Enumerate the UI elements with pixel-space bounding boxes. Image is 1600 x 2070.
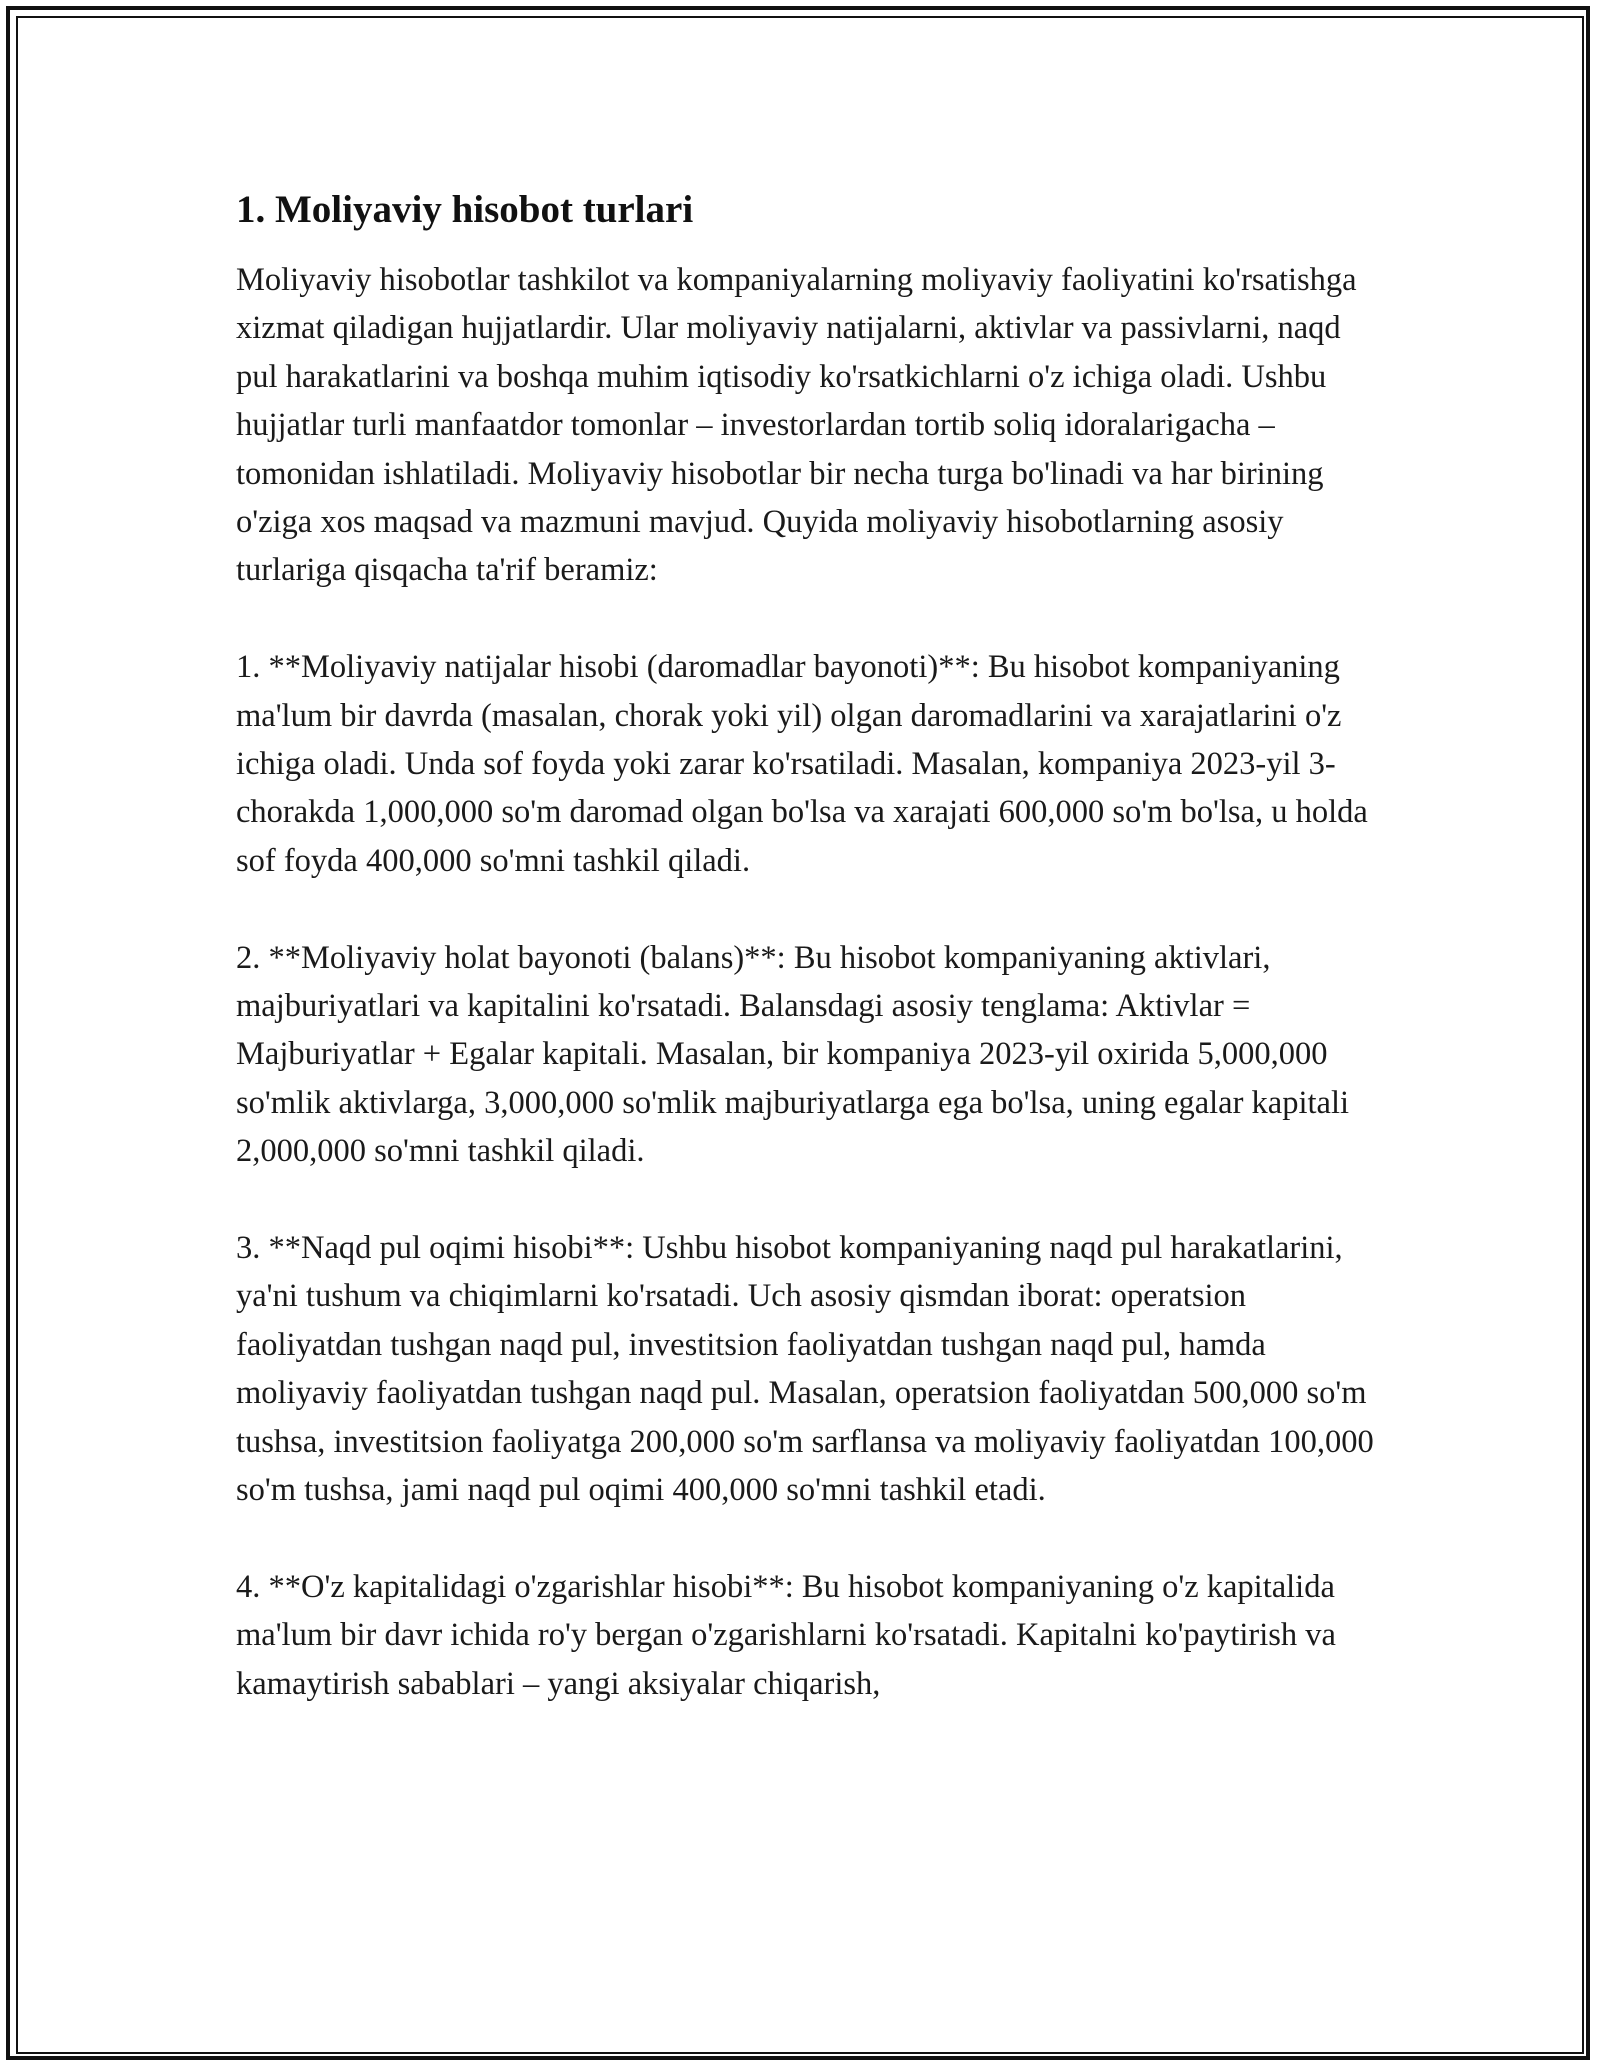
- section-heading: 1. Moliyaviy hisobot turlari: [236, 188, 694, 231]
- list-item-balance-sheet: 2. **Moliyaviy holat bayonoti (balans)**: Bu hisobot kompaniyaning aktivlari, majburiyatlari va kapitalini ko'rsatadi. Balansdagi asosiy tenglama: Aktivlar = Majburiyatlar + Egalar kapitali. Masalan, bir kompaniya 2023-yil oxirida 5,000,000 so'mlik aktivlarga, 3,000,000 so'mlik majburiyatlarga ega bo'lsa, uning egalar kapitali 2,000,000 so'mni tashkil qiladi.: [236, 939, 1349, 1170]
- list-item-cash-flow: 3. **Naqd pul oqimi hisobi**: Ushbu hisobot kompaniyaning naqd pul harakatlarini, ya'ni tushum va chiqimlarni ko'rsatadi. Uch asosiy qismdan iborat: operatsion faoliyatdan tushgan naqd pul, investitsion faoliyatdan tushgan naqd pul, hamda moliyaviy faoliyatdan tushgan naqd pul. Masalan, operatsion faoliyatdan 500,000 so'm tushsa, investitsion faoliyatga 200,000 so'm sarflansa va moliyaviy faoliyatdan 100,000 so'm tushsa, jami naqd pul oqimi 400,000 so'mni tashkil etadi.: [236, 1230, 1374, 1509]
- document-body: [236, 186, 1376, 1708]
- list-item-equity-changes: 4. **O'z kapitalidagi o'zgarishlar hisobi**: Bu hisobot kompaniyaning o'z kapitalida ma'lum bir davr ichida ro'y bergan o'zgarishlarni ko'rsatadi. Kapitalni ko'paytirish va kamaytirish sabablari – yangi aksiyalar chiqarish,: [236, 1568, 1336, 1702]
- list-item-income-statement: 1. **Moliyaviy natijalar hisobi (daromadlar bayonoti)**: Bu hisobot kompaniyaning ma'lum bir davrda (masalan, chorak yoki yil) olgan daromadlarini va xarajatlarini o'z ichiga oladi. Unda sof foyda yoki zarar ko'rsatiladi. Masalan, kompaniya 2023-yil 3-chorakda 1,000,000 so'm daromad olgan bo'lsa va xarajati 600,000 so'm bo'lsa, u holda sof foyda 400,000 so'mni tashkil qiladi.: [236, 649, 1368, 879]
- intro-paragraph: Moliyaviy hisobotlar tashkilot va kompaniyalarning moliyaviy faoliyatini ko'rsatishga xizmat qiladigan hujjatlardir. Ular moliyaviy natijalarni, aktivlar va passivlarni, naqd pul harakatlarini va boshqa muhim iqtisodiy ko'rsatkichlarni o'z ichiga oladi. Ushbu hujjatlar turli manfaatdor tomonlar – investorlardan tortib soliq idoralarigacha – tomonidan ishlatiladi. Moliyaviy hisobotlar bir necha turga bo'linadi va har birining o'ziga xos maqsad va mazmuni mavjud. Quyida moliyaviy hisobotlarning asosiy turlariga qisqacha ta'rif beramiz:: [236, 262, 1357, 589]
